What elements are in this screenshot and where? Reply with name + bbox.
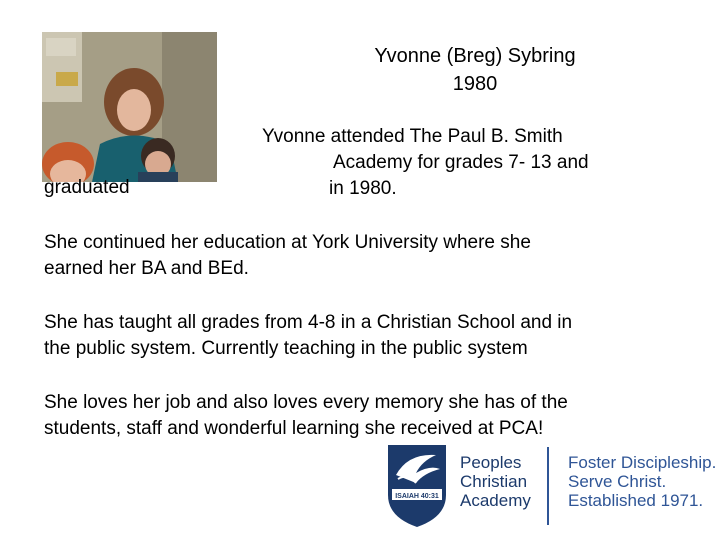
paragraph-memories	[44, 390, 684, 442]
tagline-line: Serve Christ.	[568, 472, 667, 491]
school-name-line: Christian	[460, 472, 528, 491]
logo-divider	[547, 447, 549, 525]
school-name	[460, 453, 531, 510]
intro-text	[262, 124, 662, 202]
school-name-line: Peoples	[460, 453, 522, 472]
paragraph-line: students, staff and wonderful learning she received at PCA!	[44, 418, 544, 439]
school-tagline	[568, 453, 716, 510]
tagline-line: Established 1971.	[568, 491, 704, 510]
intro-line-3: in 1980.	[329, 178, 397, 199]
paragraph-line: earned her BA and BEd.	[44, 258, 249, 279]
paragraph-education	[44, 230, 684, 282]
intro-line-2: Academy for grades 7- 13 and	[333, 152, 589, 173]
shield-icon	[386, 443, 448, 529]
title-year: 1980	[452, 73, 498, 95]
tagline-line: Foster Discipleship.	[568, 453, 717, 472]
graduated-text: graduated	[44, 177, 130, 198]
photo-illustration	[42, 32, 217, 182]
intro-line-1: Yvonne attended The Paul B. Smith	[262, 126, 563, 147]
slide-title	[330, 42, 620, 98]
paragraph-line: She loves her job and also loves every memory she has of the	[44, 392, 568, 413]
shield-verse-text: ISAIAH 40:31	[395, 493, 439, 500]
paragraph-line: the public system. Currently teaching in the public system	[44, 338, 528, 359]
paragraph-teaching	[44, 310, 684, 362]
school-name-line: Academy	[460, 491, 531, 510]
title-name: Yvonne (Breg) Sybring	[374, 45, 576, 67]
paragraph-line: She continued her education at York University where she	[44, 232, 531, 253]
pca-logo	[386, 443, 716, 529]
paragraph-line: She has taught all grades from 4-8 in a Christian School and in	[44, 312, 573, 333]
teacher-photo	[42, 32, 217, 182]
